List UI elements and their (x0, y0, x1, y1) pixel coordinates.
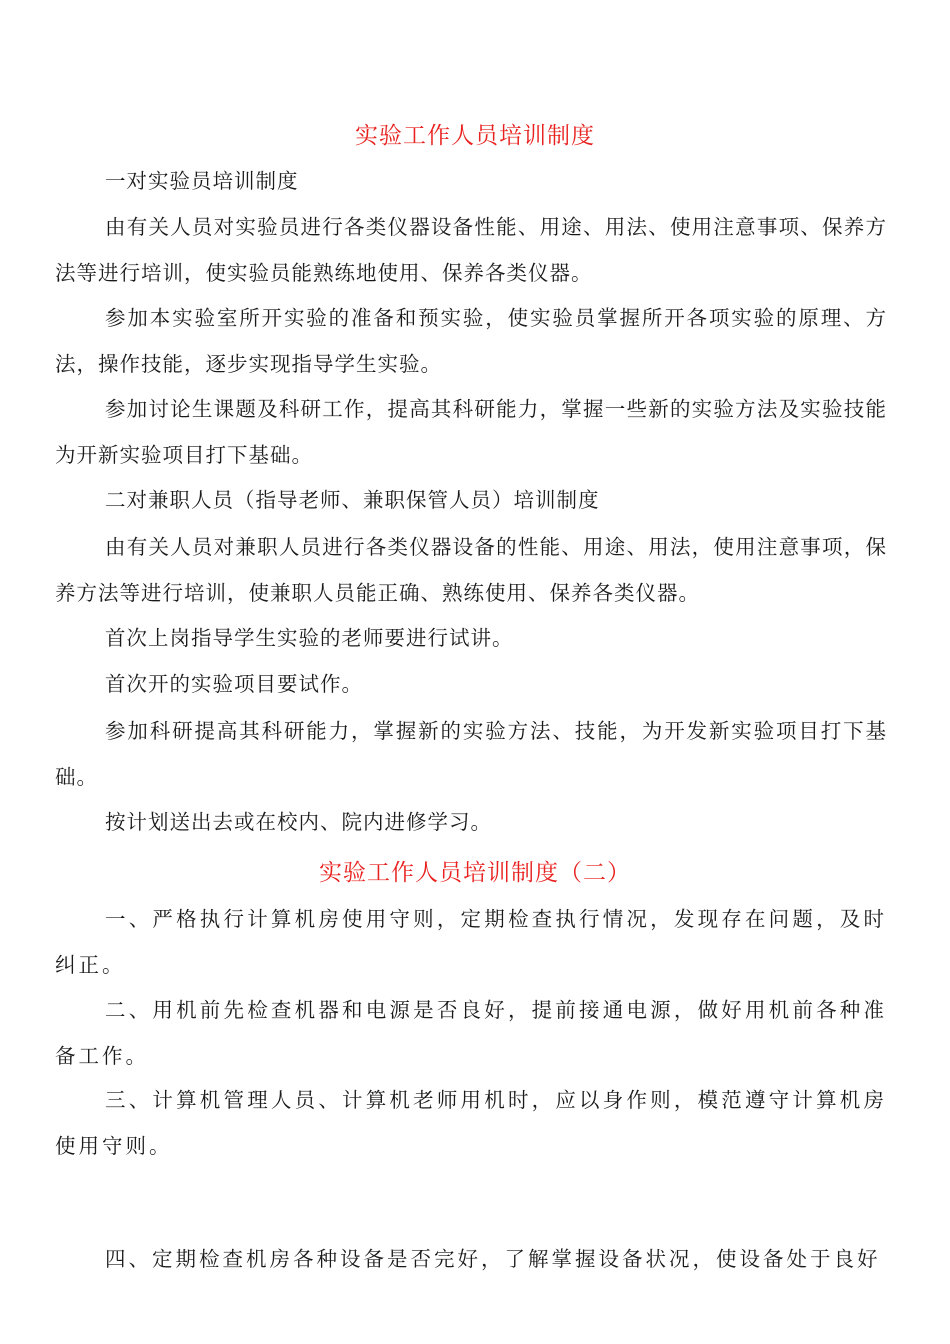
paragraph-11: 三、计算机管理人员、计算机老师用机时，应以身作则，模范遵守计算机房使用守则。 (55, 1088, 887, 1158)
paragraph-5: 首次上岗指导学生实验的老师要进行试讲。 (105, 626, 514, 650)
section-heading-2: 二对兼职人员（指导老师、兼职保管人员）培训制度 (105, 488, 600, 512)
paragraph-6: 首次开的实验项目要试作。 (105, 672, 363, 696)
paragraph-10: 二、用机前先检查机器和电源是否良好，提前接通电源，做好用机前各种准备工作。 (55, 998, 887, 1068)
section-heading-1: 一对实验员培训制度 (105, 169, 299, 193)
paragraph-9: 一、严格执行计算机房使用守则，定期检查执行情况，发现存在问题，及时纠正。 (55, 907, 887, 977)
paragraph-4: 由有关人员对兼职人员进行各类仪器设备的性能、用途、用法，使用注意事项，保养方法等进行培训，使兼职人员能正确、熟练使用、保养各类仪器。 (55, 535, 887, 605)
document-title: 实验工作人员培训制度 (355, 123, 595, 149)
paragraph-12: 四、定期检查机房各种设备是否完好，了解掌握设备状况，使设备处于良好 (105, 1247, 881, 1271)
paragraph-1: 由有关人员对实验员进行各类仪器设备性能、用途、用法、使用注意事项、保养方法等进行培训，使实验员能熟练地使用、保养各类仪器。 (55, 215, 887, 285)
paragraph-7: 参加科研提高其科研能力，掌握新的实验方法、技能，为开发新实验项目打下基础。 (55, 719, 887, 789)
paragraph-8: 按计划送出去或在校内、院内进修学习。 (105, 810, 492, 834)
paragraph-2: 参加本实验室所开实验的准备和预实验，使实验员掌握所开各项实验的原理、方法，操作技能，逐步实现指导学生实验。 (55, 306, 887, 376)
paragraph-3: 参加讨论生课题及科研工作，提高其科研能力，掌握一些新的实验方法及实验技能为开新实验项目打下基础。 (55, 397, 887, 467)
document-subtitle: 实验工作人员培训制度（二） (319, 860, 631, 886)
